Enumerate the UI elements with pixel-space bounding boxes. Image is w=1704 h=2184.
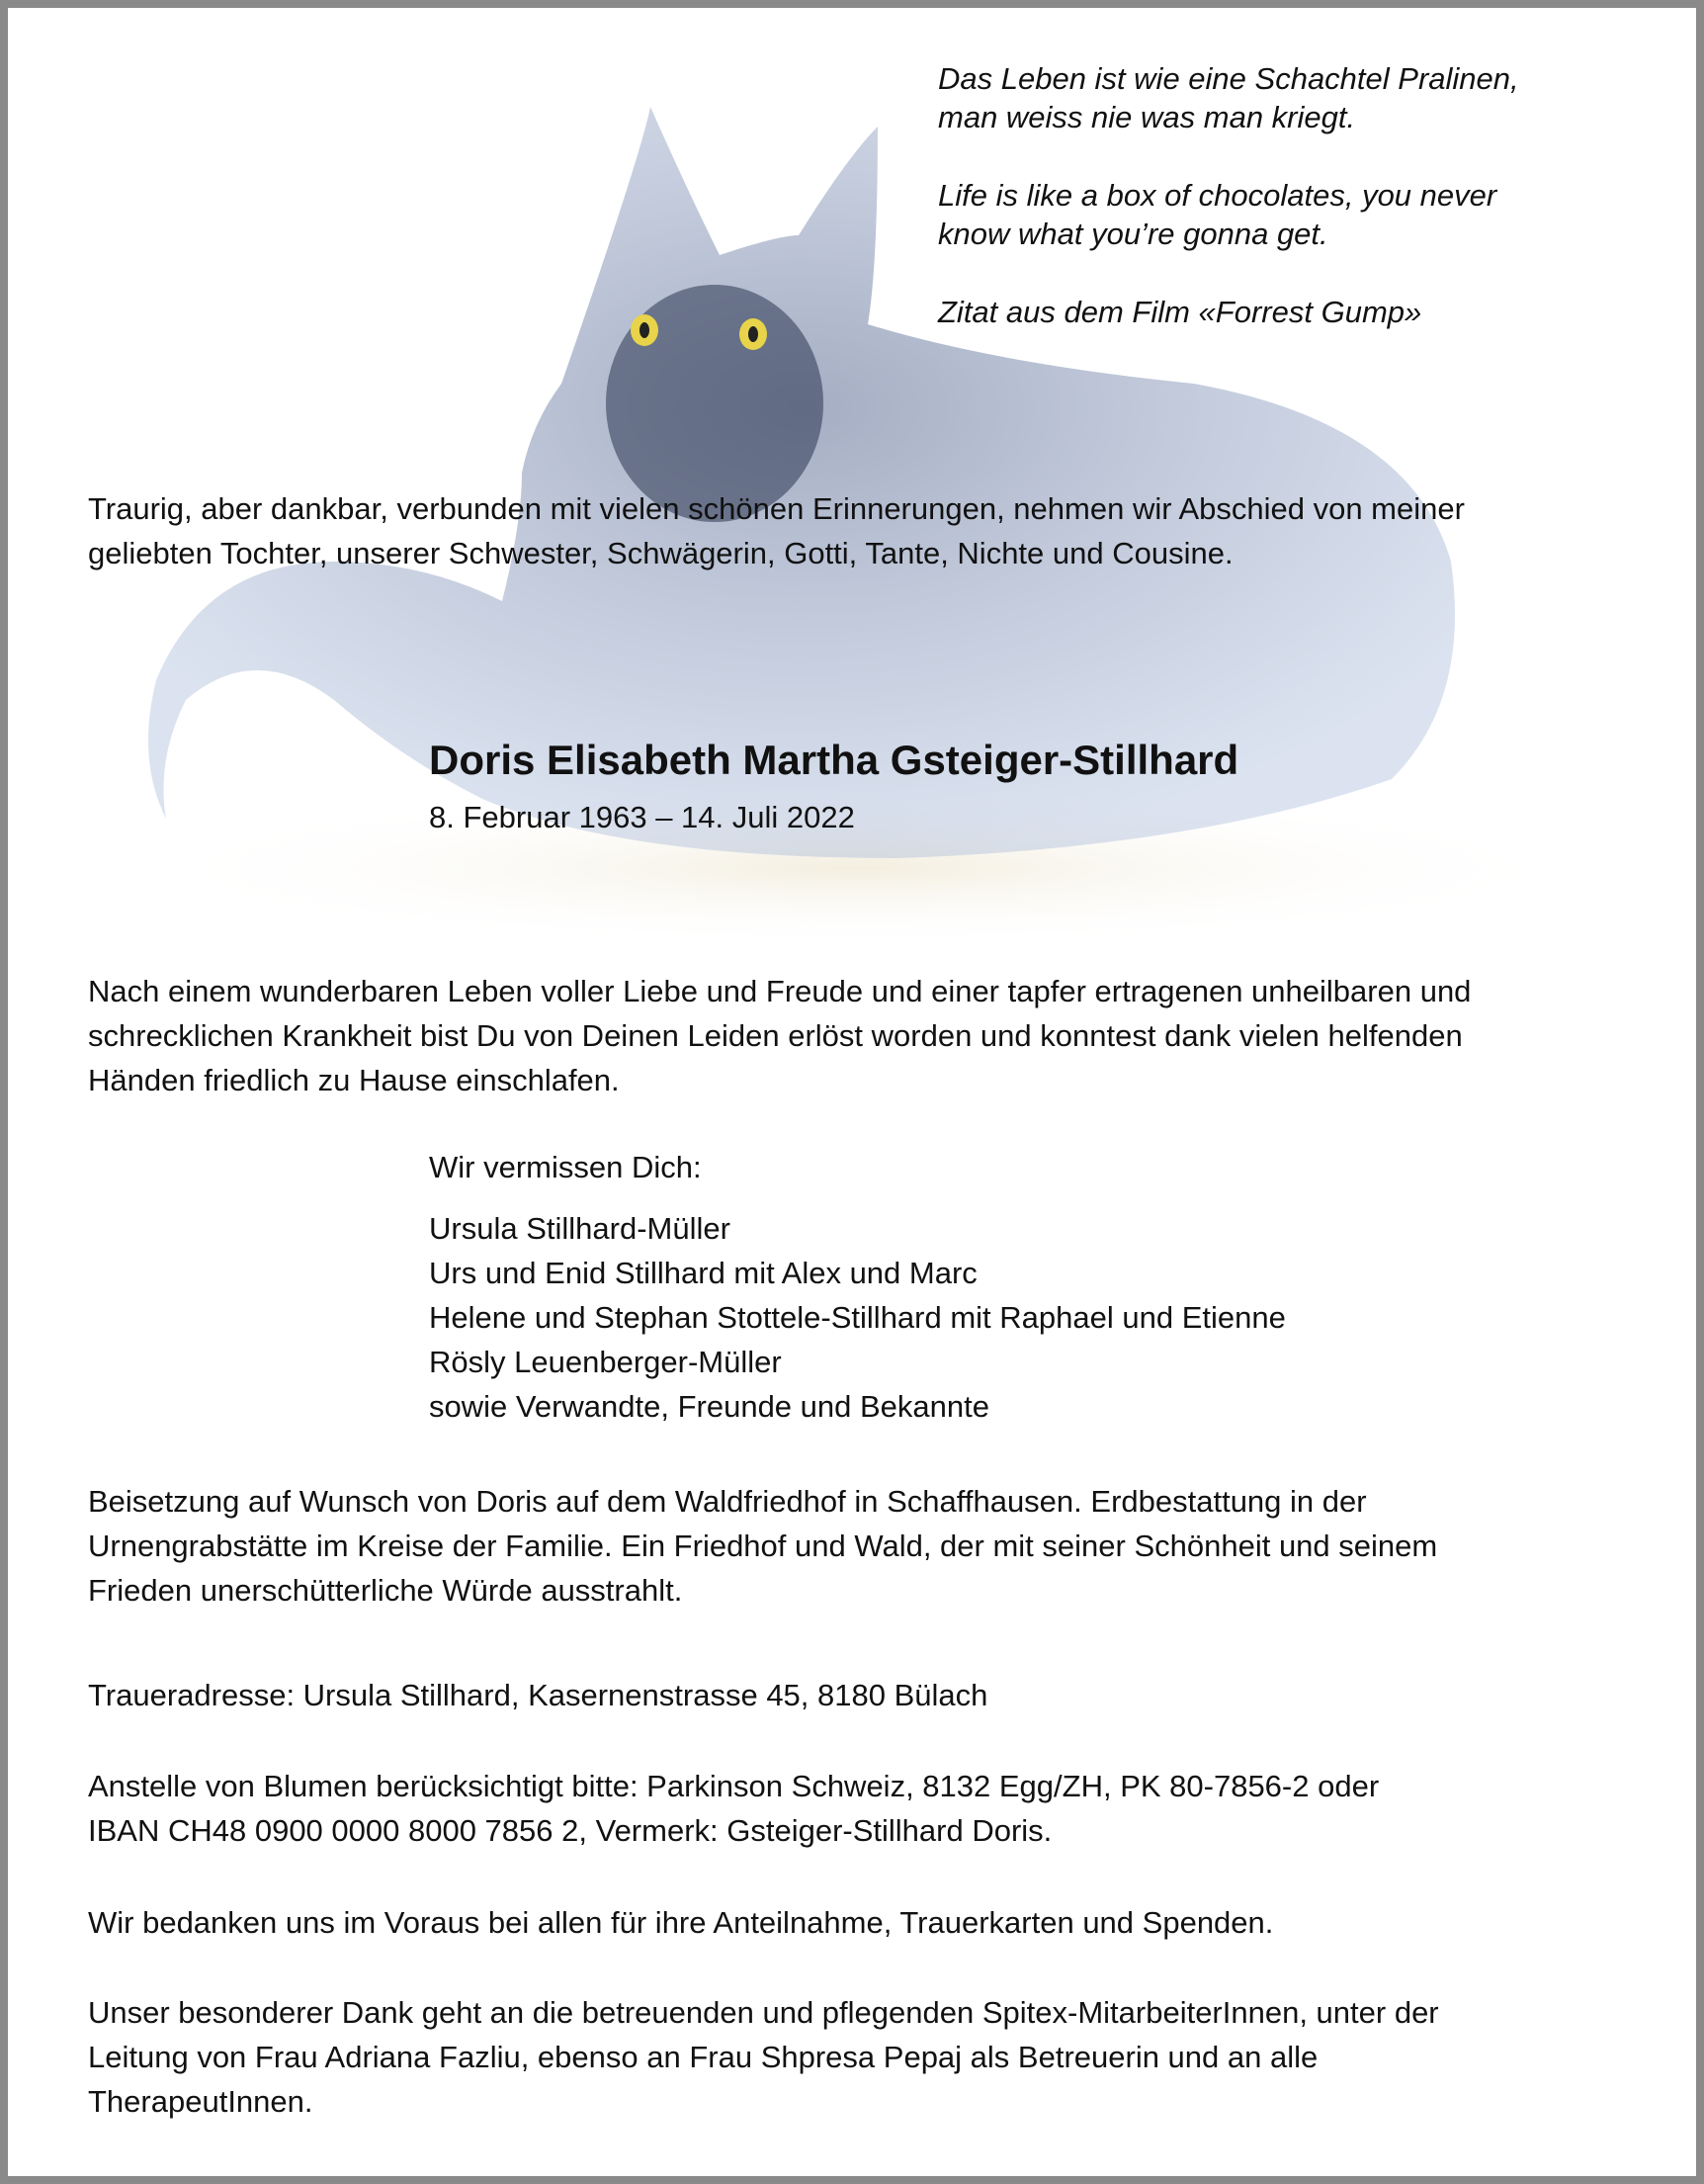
text-line: IBAN CH48 0900 0000 8000 7856 2, Vermerk: Gsteiger-Stillhard Doris. bbox=[88, 1813, 1053, 1848]
donation-paragraph bbox=[88, 1764, 1379, 1853]
quote-german-line: man weiss nie was man kriegt. bbox=[938, 100, 1356, 134]
thanks-paragraph: Wir bedanken uns im Voraus bei allen für ihre Anteilnahme, Trauerkarten und Spenden. bbox=[88, 1905, 1274, 1940]
mourners-heading: Wir vermissen Dich: bbox=[429, 1150, 702, 1184]
intro-paragraph bbox=[88, 486, 1465, 575]
text-line: Unser besonderer Dank geht an die betreuenden und pflegenden Spitex-MitarbeiterInnen, unter der bbox=[88, 1995, 1439, 2030]
text-line: Leitung von Frau Adriana Fazliu, ebenso an Frau Shpresa Pepaj als Betreuerin und an alle bbox=[88, 2040, 1319, 2074]
mourner-name: Ursula Stillhard-Müller bbox=[429, 1211, 730, 1246]
mourner-name: Urs und Enid Stillhard mit Alex und Marc bbox=[429, 1256, 978, 1290]
text-line: TherapeutInnen. bbox=[88, 2084, 313, 2119]
mourner-name: Helene und Stephan Stottele-Stillhard mit Raphael und Etienne bbox=[429, 1300, 1286, 1335]
life-dates: 8. Februar 1963 – 14. Juli 2022 bbox=[429, 800, 855, 834]
text-line: Nach einem wunderbaren Leben voller Liebe und Freude und einer tapfer ertragenen unheilbaren und bbox=[88, 974, 1472, 1008]
text-line: schrecklichen Krankheit bist Du von Deinen Leiden erlöst worden und konntest dank vielen helfenden bbox=[88, 1018, 1463, 1053]
mourners-list bbox=[429, 1206, 1286, 1429]
text-line: Frieden unerschütterliche Würde ausstrahlt. bbox=[88, 1573, 683, 1608]
deceased-name: Doris Elisabeth Martha Gsteiger-Stillhard bbox=[429, 737, 1239, 783]
text-line: Traurig, aber dankbar, verbunden mit vielen schönen Erinnerungen, nehmen wir Abschied von meiner bbox=[88, 491, 1465, 526]
passing-paragraph bbox=[88, 969, 1471, 1102]
mourner-name: sowie Verwandte, Freunde und Bekannte bbox=[429, 1389, 989, 1424]
mourner-name: Rösly Leuenberger-Müller bbox=[429, 1345, 782, 1379]
mourning-address: Traueradresse: Ursula Stillhard, Kasernenstrasse 45, 8180 Bülach bbox=[88, 1678, 988, 1712]
text-line: Händen friedlich zu Hause einschlafen. bbox=[88, 1063, 620, 1097]
quote-block bbox=[938, 59, 1519, 331]
text-line: Anstelle von Blumen berücksichtigt bitte: Parkinson Schweiz, 8132 Egg/ZH, PK 80-7856-2 oder bbox=[88, 1769, 1380, 1803]
burial-paragraph bbox=[88, 1479, 1437, 1613]
text-line: geliebten Tochter, unserer Schwester, Schwägerin, Gotti, Tante, Nichte und Cousine. bbox=[88, 536, 1234, 570]
text-line: Beisetzung auf Wunsch von Doris auf dem Waldfriedhof in Schaffhausen. Erdbestattung in der bbox=[88, 1484, 1367, 1519]
quote-english-line: know what you’re gonna get. bbox=[938, 217, 1328, 251]
quote-german-line: Das Leben ist wie eine Schachtel Pralinen, bbox=[938, 61, 1519, 96]
text-line: Urnengrabstätte im Kreise der Familie. Ein Friedhof und Wald, der mit seiner Schönheit und seinem bbox=[88, 1529, 1438, 1563]
quote-source: Zitat aus dem Film «Forrest Gump» bbox=[938, 295, 1422, 329]
special-thanks-paragraph bbox=[88, 1990, 1439, 2124]
obituary-page bbox=[8, 8, 1696, 2176]
quote-english-line: Life is like a box of chocolates, you never bbox=[938, 178, 1497, 213]
